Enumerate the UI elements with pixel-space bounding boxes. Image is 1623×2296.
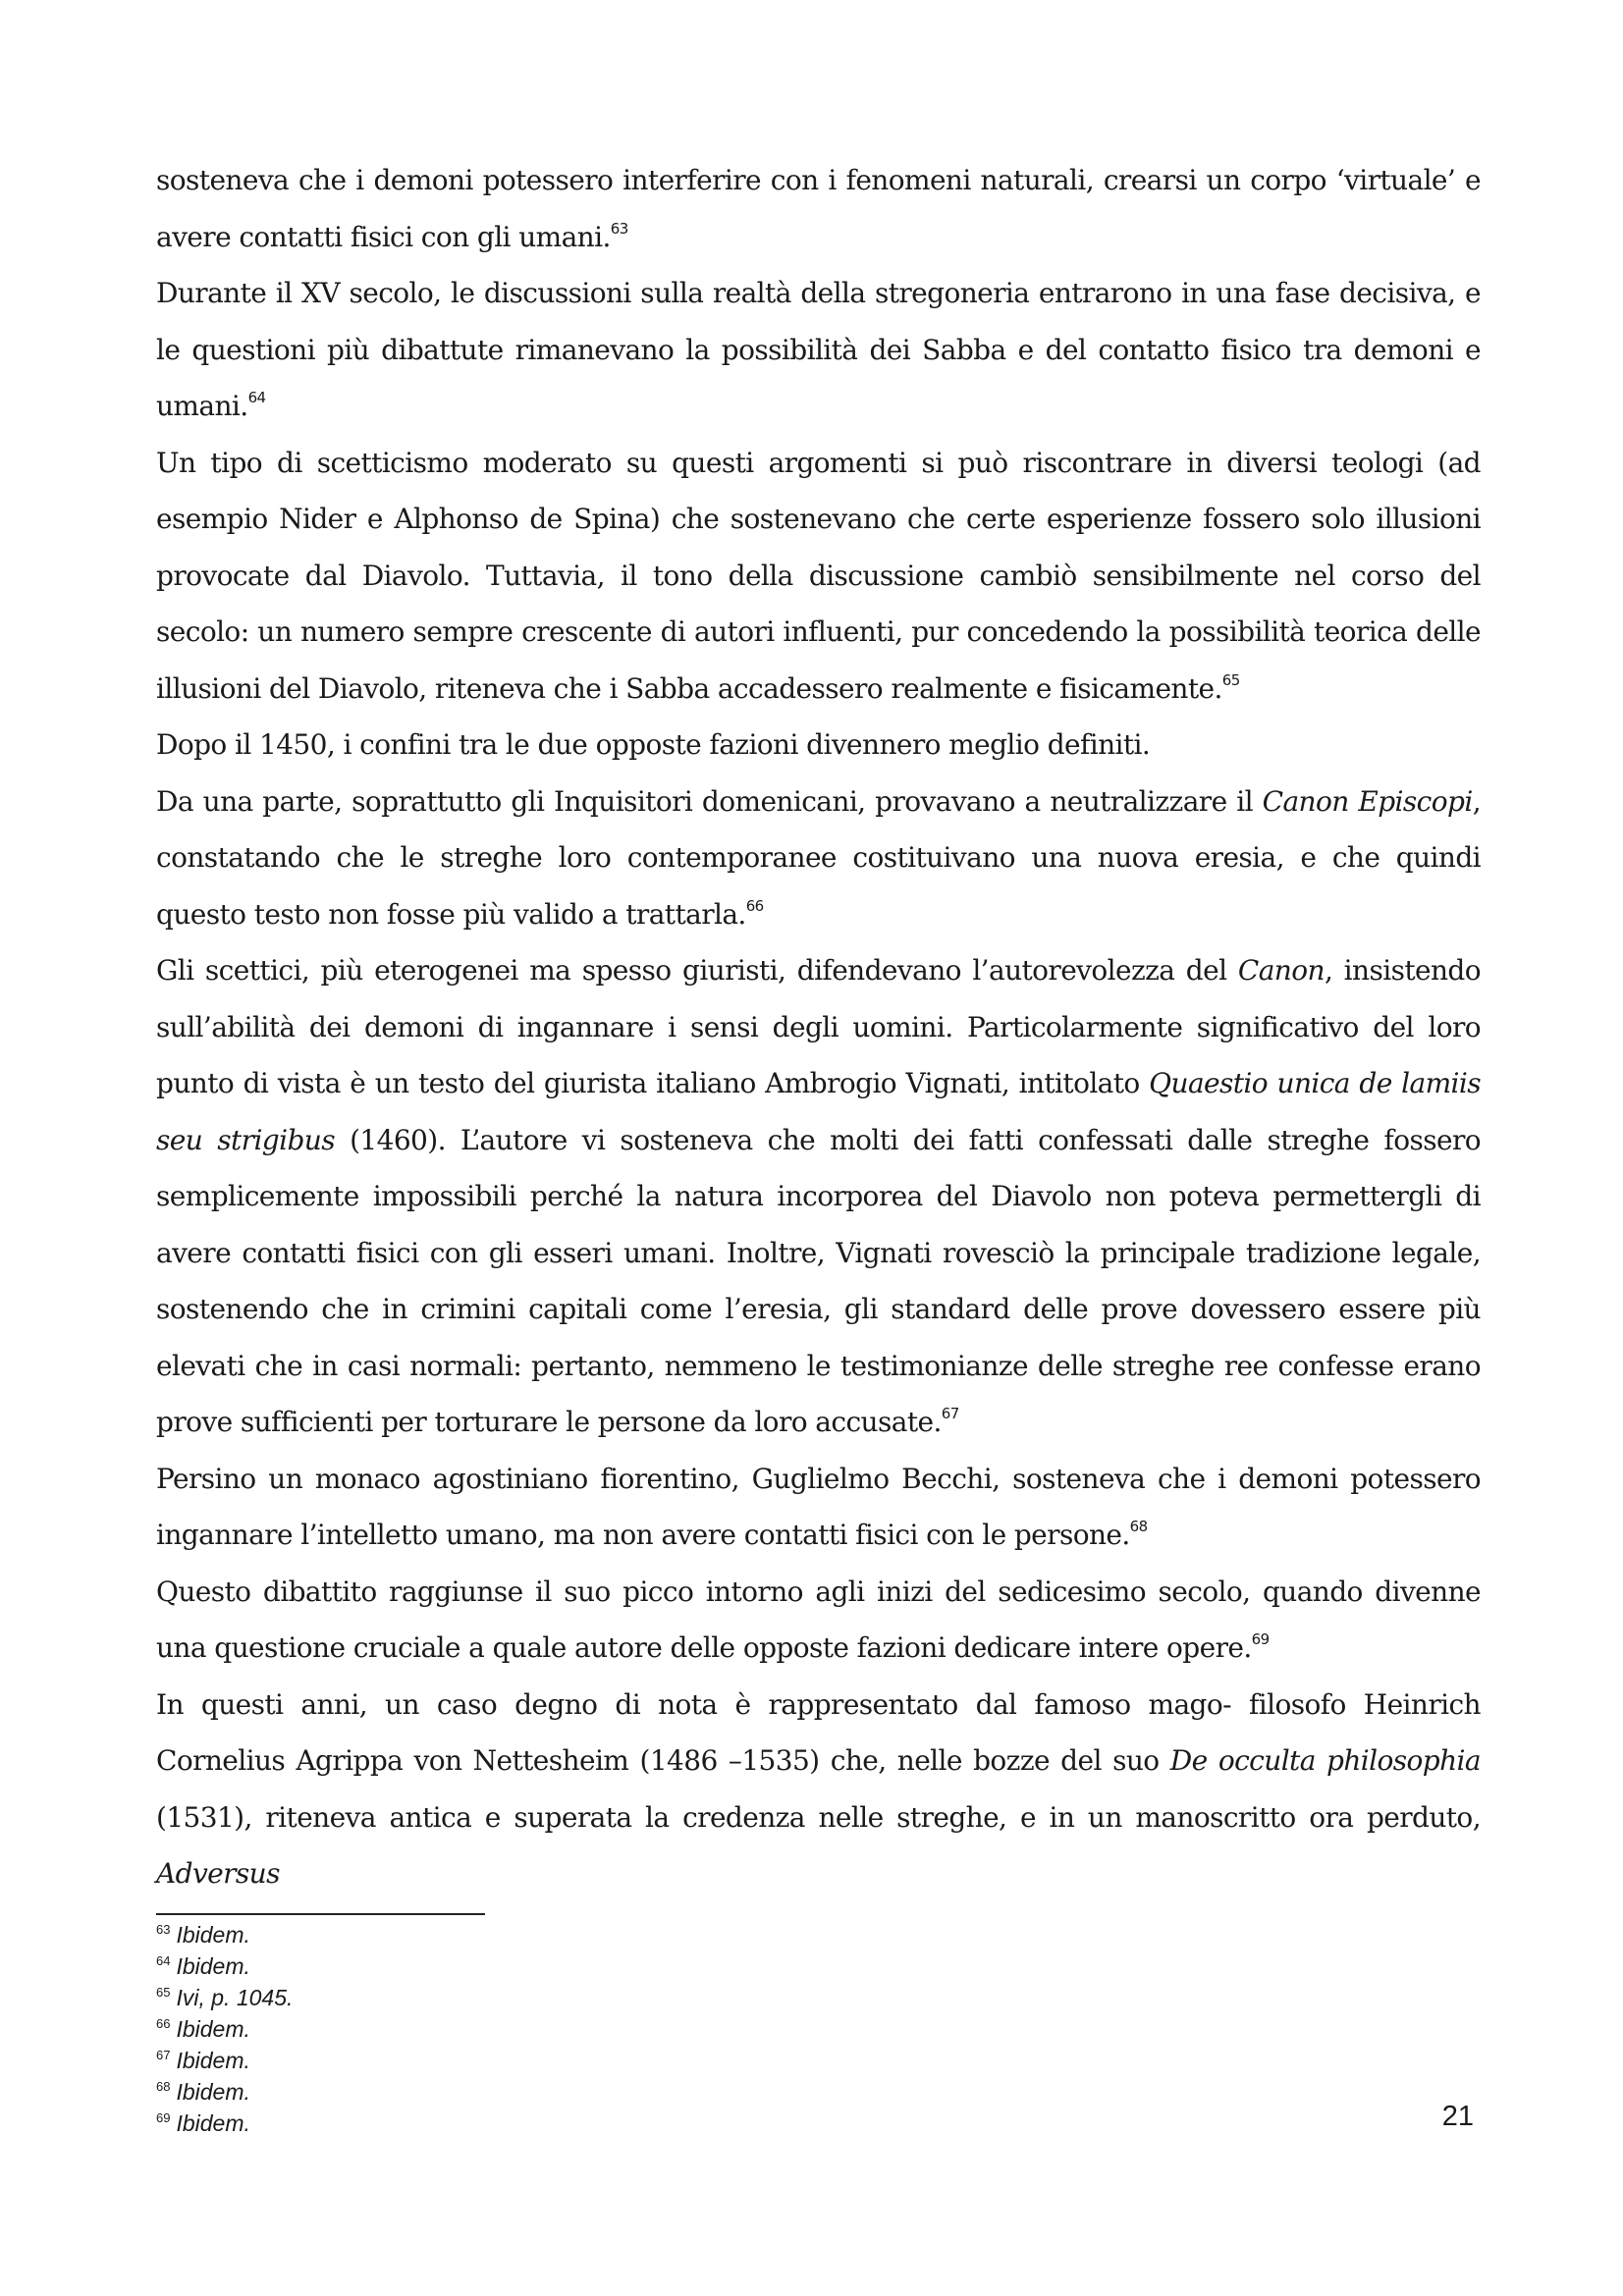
footnote-number: 63 — [156, 1922, 171, 1937]
body-paragraph — [156, 1564, 1481, 1677]
footnote-text: Ibidem. — [176, 1922, 250, 1948]
footnote-number: 65 — [156, 1985, 171, 2000]
italic-title: De occulta philosophia — [1169, 1744, 1481, 1777]
footnote-text: Ivi, p. 1045. — [176, 1985, 294, 2010]
footnote-number: 66 — [156, 2016, 171, 2031]
paragraph-text: Dopo il 1450, i confini tra le due opposte fazioni divennero meglio definiti. — [156, 728, 1151, 761]
footnote-reference[interactable]: 63 — [610, 219, 628, 238]
paragraph-text: Durante il XV secolo, le discussioni sulla realtà della stregoneria entrarono in una fase decisiva, e le questioni più dibattute rimanevano la possibilità dei Sabba e del contatto fisico tra demoni e umani. — [156, 277, 1481, 422]
footnote-number: 67 — [156, 2048, 171, 2062]
footnote-reference[interactable]: 65 — [1221, 670, 1240, 689]
body-paragraph — [156, 1451, 1481, 1564]
italic-title: Quaestio unica de lamiis seu strigibus — [156, 1067, 1481, 1156]
paragraph-text: , insistendo sull’abilità dei demoni di ingannare i sensi degli uomini. Particolarmente significativo del loro punto di vista è un testo del giurista italiano Ambrogio Vignati, intitolato — [156, 954, 1481, 1099]
footnote-text: Ibidem. — [176, 2110, 250, 2136]
paragraph-text: In questi anni, un caso degno di nota è rappresentato dal famoso mago- filosofo Heinrich Cornelius Agrippa von Nettesheim (1486 –1535) che, nelle bozze del suo — [156, 1687, 1481, 1777]
footnote-text: Ibidem. — [176, 2079, 250, 2105]
body-paragraph — [156, 774, 1481, 943]
body-paragraph — [156, 435, 1481, 718]
paragraph-text: , constatando che le streghe loro contemporanee costituivano una nuova eresia, e che quindi questo testo non fosse più valido a trattarla. — [156, 784, 1481, 931]
italic-title: Canon Episcopi — [1262, 784, 1473, 818]
body-paragraph — [156, 265, 1481, 435]
footnotes — [156, 1919, 1040, 2139]
footnote — [156, 1919, 1040, 1950]
footnote-reference[interactable]: 66 — [745, 896, 764, 915]
page-number: 21 — [1441, 2101, 1474, 2132]
paragraph-text: Questo dibattito raggiunse il suo picco intorno agli inizi del sedicesimo secolo, quando divenne una questione cruciale a quale autore delle opposte fazioni dedicare intere opere. — [156, 1575, 1481, 1664]
paragraph-text: (1531), riteneva antica e superata la credenza nelle streghe, e in un manoscritto ora perduto, — [156, 1800, 1481, 1834]
footnote-number: 69 — [156, 2110, 171, 2125]
body-paragraph — [156, 1677, 1481, 1902]
body-paragraph — [156, 717, 1481, 774]
footnote-text: Ibidem. — [176, 1953, 250, 1979]
footnote-text: Ibidem. — [176, 2016, 250, 2042]
footnote — [156, 2013, 1040, 2045]
body-paragraph — [156, 152, 1481, 265]
footnote-reference[interactable]: 67 — [941, 1405, 959, 1422]
footnote-text: Ibidem. — [176, 2048, 250, 2073]
paragraph-text: Persino un monaco agostiniano fiorentino, Guglielmo Becchi, sosteneva che i demoni potessero ingannare l’intelletto umano, ma non avere contatti fisici con le persone. — [156, 1462, 1481, 1551]
footnote-separator — [156, 1913, 485, 1915]
paragraph-text: sosteneva che i demoni potessero interferire con i fenomeni naturali, crearsi un corpo ‘virtuale’ e avere contatti fisici con gli umani. — [156, 164, 1481, 253]
footnote — [156, 1982, 1040, 2013]
paragraph-text: (1460). L’autore vi sosteneva che molti dei fatti confessati dalle streghe fossero semplicemente impossibili perché la natura incorporea del Diavolo non poteva permettergli di avere contatti fisici con gli esseri umani. Inoltre, Vignati rovesciò la principale tradizione legale, sostenendo che in crimini capitali come l’eresia, gli standard delle prove dovessero essere più elevati che in casi normali: pertanto, nemmeno le testimonianze delle streghe ree confesse erano prove sufficienti per torturare le persone da loro accusate. — [156, 1123, 1482, 1438]
footnote — [156, 1950, 1040, 1982]
paragraph-text: Gli scettici, più eterogenei ma spesso giuristi, difendevano l’autorevolezza del — [156, 954, 1238, 987]
footnote — [156, 2108, 1040, 2139]
italic-title: Adversus — [156, 1857, 280, 1890]
paragraph-text: Un tipo di scetticismo moderato su questi argomenti si può riscontrare in diversi teologi (ad esempio Nider e Alphonso de Spina) che sostenevano che certe esperienze fossero solo illusioni provocate dal Diavolo. Tuttavia, il tono della discussione cambiò sensibilmente nel corso del secolo: un numero sempre crescente di autori influenti, pur concedendo la possibilità teorica delle illusioni del Diavolo, riteneva che i Sabba accadessero realmente e fisicamente. — [156, 446, 1481, 705]
body-text — [156, 152, 1481, 1902]
footnote-reference[interactable]: 69 — [1251, 1630, 1270, 1648]
footnote-reference[interactable]: 64 — [247, 389, 266, 406]
paragraph-text: Da una parte, soprattutto gli Inquisitori domenicani, provavano a neutralizzare il — [156, 784, 1263, 818]
footnote-number: 68 — [156, 2079, 171, 2094]
footnote-reference[interactable]: 68 — [1129, 1518, 1148, 1535]
italic-title: Canon — [1237, 954, 1325, 987]
footnote — [156, 2045, 1040, 2076]
footnote — [156, 2076, 1040, 2108]
footnote-number: 64 — [156, 1953, 171, 1968]
body-paragraph — [156, 942, 1481, 1451]
